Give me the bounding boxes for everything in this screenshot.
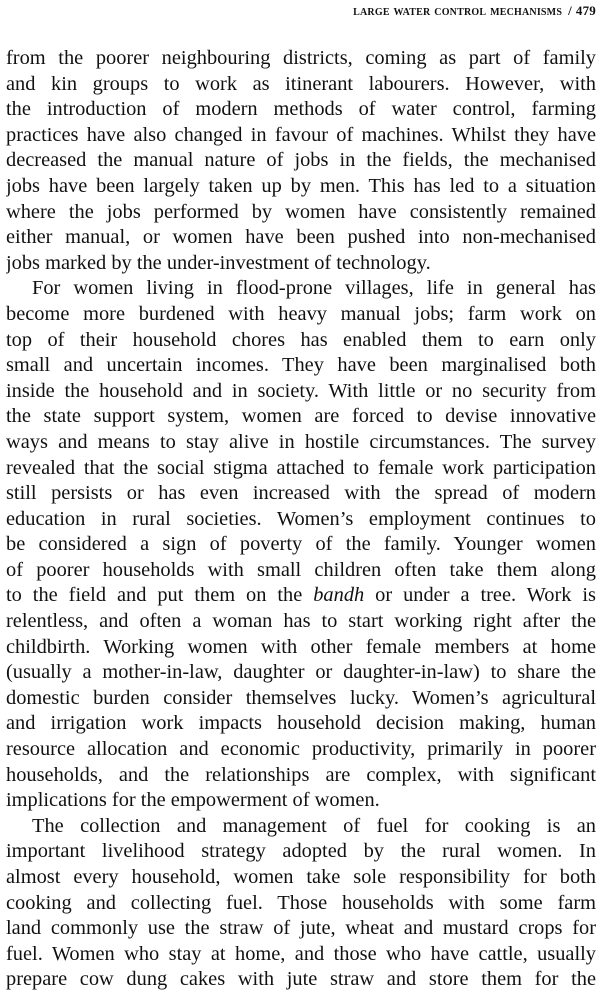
text-line: either manual, or women have been pushed into non-mechanised [6, 226, 596, 249]
text-line: (usually a mother-in-law, daughter or daughter-in-law) to share the [6, 661, 596, 684]
text-line: of poorer households with small children often take them along [6, 558, 596, 581]
text-line: ways and means to stay alive in hostile circumstances. The survey [6, 430, 596, 453]
text-line: small and uncertain incomes. They have been marginalised both [6, 354, 596, 377]
text-line: implications for the empowerment of women. [6, 789, 380, 812]
text-line: childbirth. Working women with other female members at home [6, 635, 596, 658]
text-line: to the field and put them on the bandh or under a tree. Work is [6, 584, 596, 607]
paragraph [6, 46, 596, 276]
text-line: education in rural societies. Women’s employment continues to [6, 507, 596, 530]
text-line: prepare cow dung cakes with jute straw and store them for the [6, 968, 596, 991]
text-line: revealed that the social stigma attached to female work participation [6, 456, 596, 479]
running-head [353, 3, 596, 20]
text-line: relentless, and often a woman has to start working right after the [6, 610, 596, 633]
paragraph [6, 814, 596, 993]
text-line: become more burdened with heavy manual jobs; farm work on [6, 302, 596, 325]
text-line: still persists or has even increased with the spread of modern [6, 482, 596, 505]
running-head-title: large water control mechanisms [353, 3, 563, 19]
text-line: land commonly use the straw of jute, wheat and mustard crops for [6, 917, 596, 940]
text-line: practices have also changed in favour of machines. Whilst they have [6, 123, 596, 146]
text-line: important livelihood strategy adopted by the rural women. In [6, 840, 596, 863]
text-line: from the poorer neighbouring districts, coming as part of family [6, 47, 596, 69]
text-line: where the jobs performed by women have consistently remained [6, 200, 596, 223]
text-line: domestic burden consider themselves lucky. Women’s agricultural [6, 686, 596, 709]
text-line: the introduction of modern methods of water control, farming [6, 98, 596, 121]
paragraph [6, 276, 596, 813]
body-text [6, 46, 596, 993]
text-line: and irrigation work impacts household decision making, human [6, 712, 596, 735]
text-line: top of their household chores has enabled them to earn only [6, 328, 596, 351]
text-line: be considered a sign of poverty of the family. Younger women [6, 533, 596, 556]
italic-term: bandh [313, 584, 365, 607]
text-line: The collection and management of fuel for cooking is an [32, 814, 596, 837]
text-line: the state support system, women are forced to devise innovative [6, 405, 596, 428]
text-line: jobs marked by the under-investment of technology. [6, 251, 431, 274]
running-head-separator: / [568, 3, 572, 18]
text-line: and kin groups to work as itinerant labourers. However, with [6, 72, 596, 95]
page-number: 479 [575, 3, 596, 18]
text-line: jobs have been largely taken up by men. This has led to a situation [6, 174, 596, 197]
text-line: inside the household and in society. With little or no security from [6, 379, 596, 402]
text-line: resource allocation and economic productivity, primarily in poorer [6, 738, 596, 761]
text-line: fuel. Women who stay at home, and those who have cattle, usually [6, 942, 596, 965]
text-line: For women living in flood-prone villages, life in general has [32, 277, 596, 300]
text-line: decreased the manual nature of jobs in the fields, the mechanised [6, 149, 596, 172]
text-line: households, and the relationships are complex, with significant [6, 763, 596, 786]
text-line: cooking and collecting fuel. Those households with some farm [6, 891, 596, 914]
text-line: almost every household, women take sole responsibility for both [6, 866, 596, 888]
